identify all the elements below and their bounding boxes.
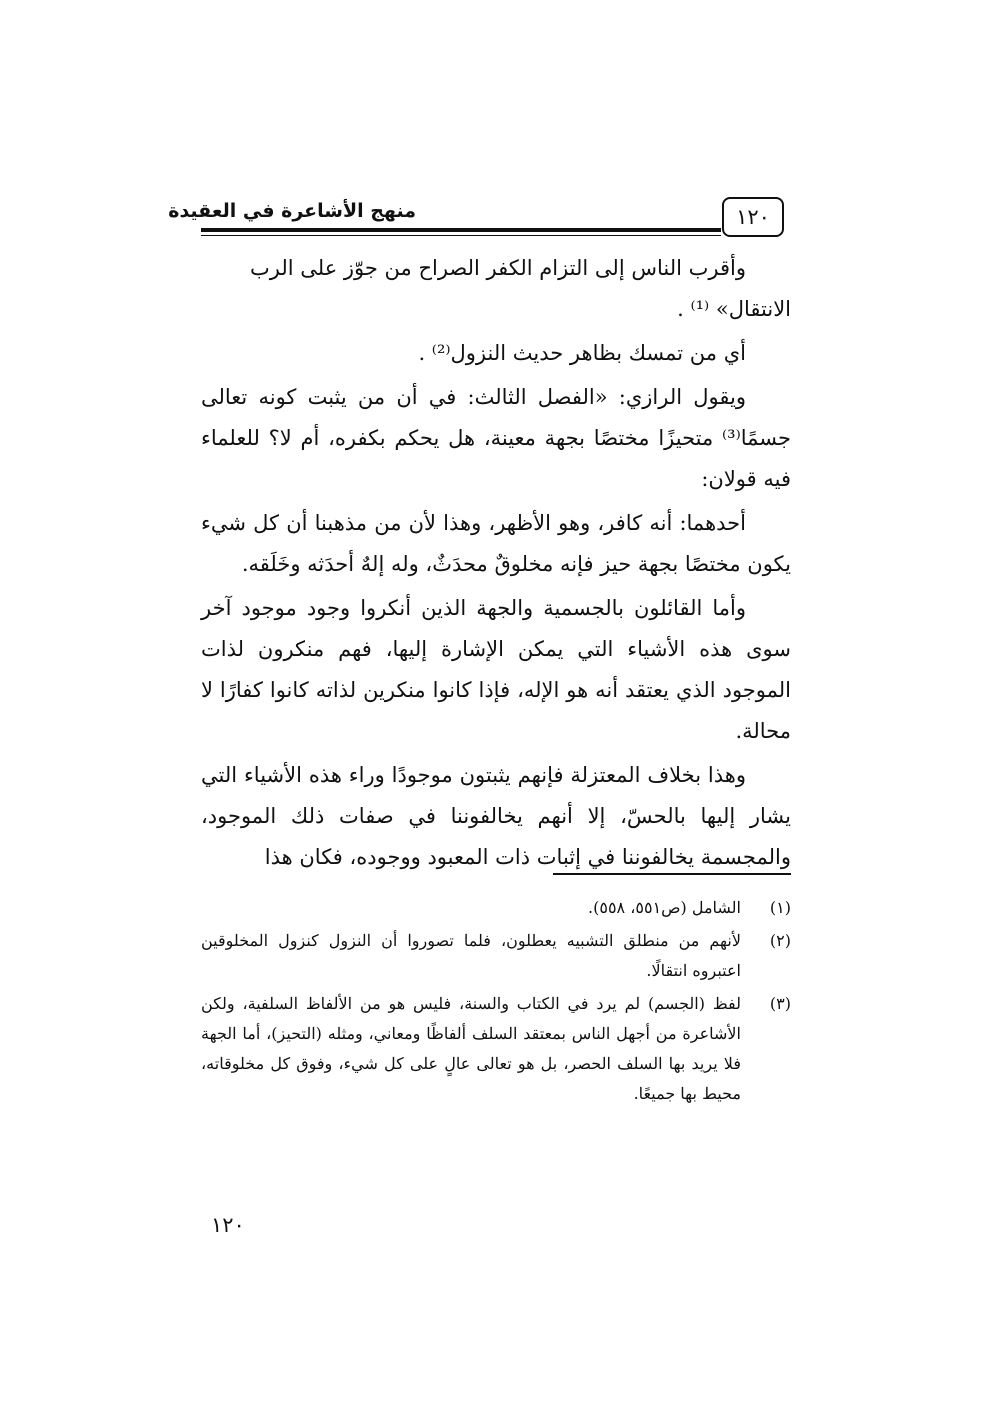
footnote-2: [201, 926, 791, 986]
paragraph-1-line-2: الانتقال» ⁽¹⁾ .: [677, 297, 791, 321]
paragraph-3: ويقول الرازي: «الفصل الثالث: في أن من يثبت كونه تعالى جسمًا⁽³⁾ متحيزًا مختصًا بجهة معينة، هل يحكم بكفره، أم لا؟ للعلماء فيه قولان:: [201, 385, 791, 491]
footnote-number: (٣): [769, 994, 791, 1013]
paragraph-4: أحدهما: أنه كافر، وهو الأظهر، وهذا لأن من مذهبنا أن كل شيء يكون مختصًا بجهة حيز فإنه مخلوقٌ محدَثٌ، وله إلهٌ أحدَثه وخَلَقه.: [201, 511, 791, 576]
paragraph-5: وأما القائلون بالجسمية والجهة الذين أنكروا وجود موجود آخر سوى هذه الأشياء التي يمكن الإشارة إليها، فهم منكرون لذات الموجود الذي يعتقد أنه هو الإله، فإذا كانوا منكرين لذاته كانوا كفارًا لا محالة.: [201, 596, 791, 743]
footer-page-number: ١٢٠: [211, 1213, 245, 1237]
footnote-3: [201, 989, 791, 1109]
header-page-number-text: ١٢٠: [736, 205, 770, 229]
footnote-text: لفظ (الجسم) لم يرد في الكتاب والسنة، فليس هو من الألفاظ السلفية، ولكن الأشاعرة من أجهل الناس بمعتقد السلف ألفاظًا ومعاني، ومثله (التحيز)، أما الجهة فلا يريد بها السلف الحصر، بل هو تعالى عالٍ على كل شيء، وفوق كل مخلوقاته، محيط بها جميعًا.: [201, 994, 741, 1103]
footnotes: [201, 893, 791, 1112]
paragraph-1-line-1: وأقرب الناس إلى التزام الكفر الصراح من جوّز على الرب: [249, 256, 746, 280]
footnote-number: (٢): [769, 931, 791, 950]
paragraph-6: وهذا بخلاف المعتزلة فإنهم يثبتون موجودًا وراء هذه الأشياء التي يشار إليها بالحسّ، إلا أنهم يخالفوننا في صفات ذلك الموجود، والمجسمة يخالفوننا في إثبات ذات المعبود ووجوده، فكان هذا: [201, 763, 791, 869]
footnote-text: الشامل (ص٥٥١، ٥٥٨).: [588, 898, 741, 917]
footnote-separator: [553, 873, 791, 875]
footnote-number: (١): [769, 898, 791, 917]
footnote-text: لأنهم من منطلق التشبيه يعطلون، فلما تصوروا أن النزول كنزول المخلوقين اعتبروه انتقالًا.: [201, 931, 741, 980]
body-text: [201, 248, 791, 878]
header-page-number: [722, 197, 784, 237]
footnote-1: [201, 893, 791, 923]
header-rule-thin: [201, 235, 721, 236]
paragraph-2: أي من تمسك بظاهر حديث النزول⁽²⁾ .: [418, 341, 746, 365]
running-title: منهج الأشاعرة في العقيدة: [168, 200, 416, 222]
header-rule-thick: [201, 228, 721, 232]
